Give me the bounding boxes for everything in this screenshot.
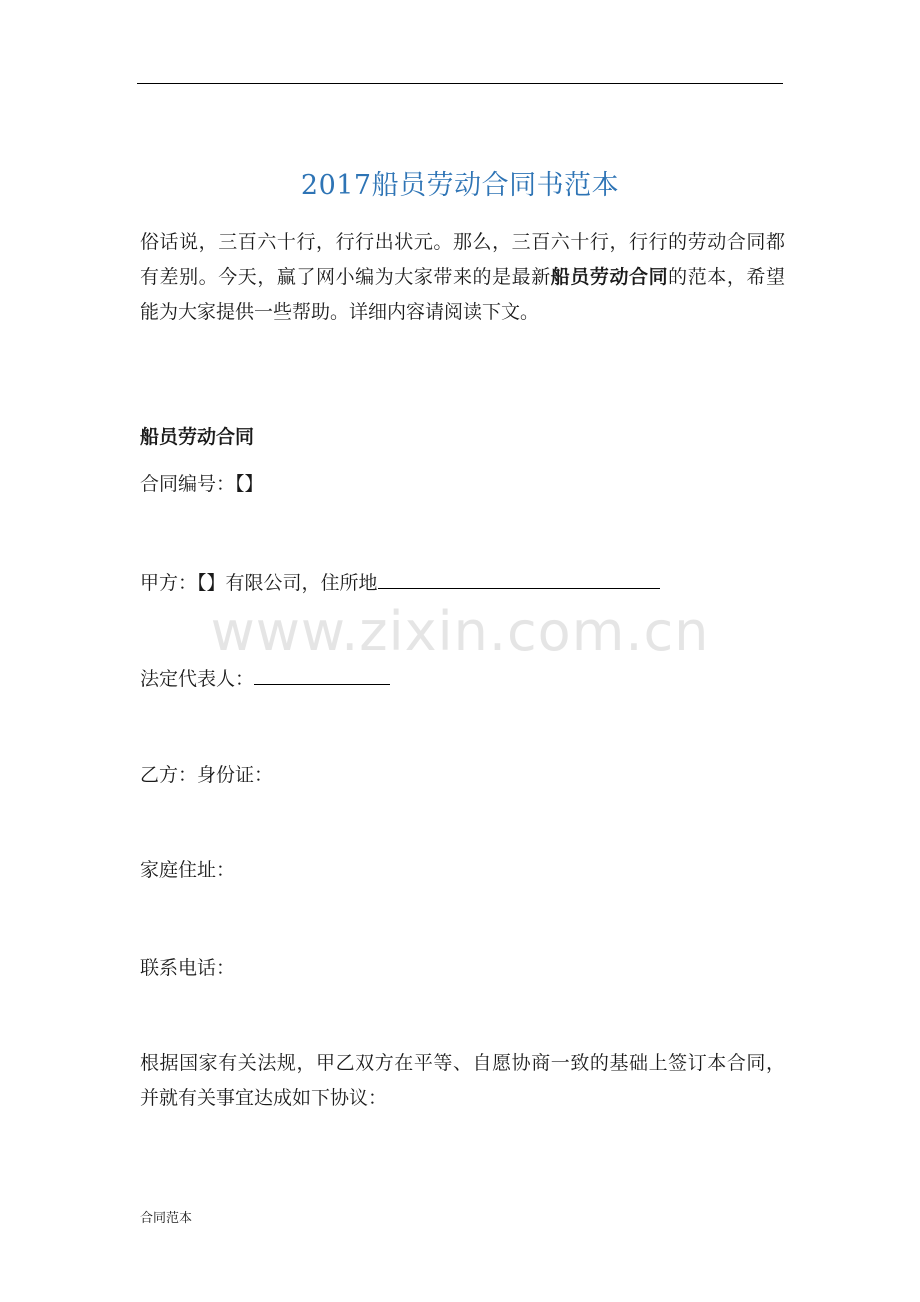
party-a-blank: [378, 566, 660, 589]
watermark: www.zixin.com.cn: [210, 600, 710, 663]
basis-paragraph: 根据国家有关法规，甲乙双方在平等、自愿协商一致的基础上签订本合同，并就有关事宜达成如下协议：: [140, 1052, 785, 1109]
party-a-line: [140, 566, 660, 598]
party-b-line: 乙方：身份证：: [140, 764, 274, 786]
intro-text-after: 的范本，希望能为大家提供一些帮助。详细内容请阅读下文。: [140, 266, 785, 323]
address-line: 家庭住址：: [140, 859, 236, 881]
contract-number: 合同编号：【】: [140, 473, 264, 495]
legal-rep-label: 法定代表人：: [140, 668, 255, 690]
intro-text-before: 俗话说，三百六十行，行行出状元。那么，三百六十行，行行的劳动合同都有差别。今天，赢了网小编为大家带来的是最新: [140, 231, 785, 288]
phone-line: 联系电话：: [140, 957, 236, 979]
legal-rep-line: [140, 662, 390, 694]
intro-paragraph: [140, 225, 785, 330]
section-heading: 船员劳动合同: [140, 426, 255, 448]
document-title: 2017船员劳动合同书范本: [300, 170, 620, 201]
footer-label: 合同范本: [140, 1211, 193, 1226]
party-a-label: 甲方：【】有限公司，住所地: [140, 572, 378, 594]
legal-rep-blank: [254, 662, 390, 685]
header-rule: [137, 83, 783, 84]
intro-bold-link: 船员劳动合同: [550, 266, 669, 288]
